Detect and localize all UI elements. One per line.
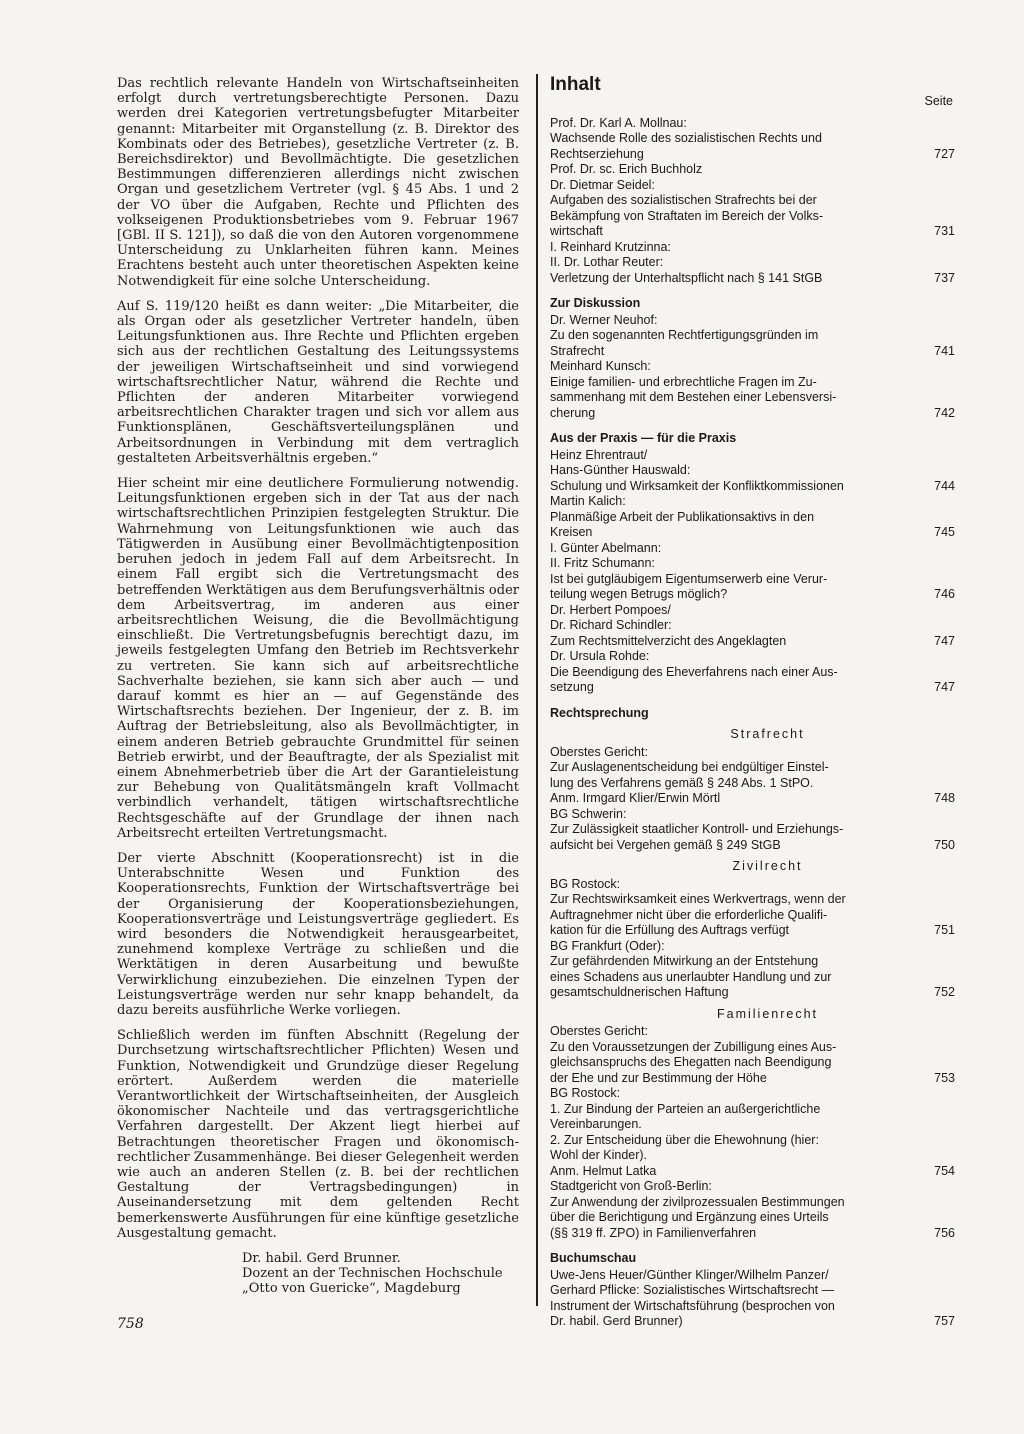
paragraph: Schließlich werden im fünften Abschnitt (Regelung der Durchsetzung wirtschaftsrechtlicher Pflichten) Wesen und Funktion, Notwendigkeit und Grundzüge dieser Regelung erörtert. Außerdem werden die materielle Verantwortlichkeit der Wirtschaftseinheiten, der Ausgleich ökonomischer Nachteile und das vertragsgerichtliche Verfahren dargestellt. Der Akzent liegt hierbei auf Betrachtungen theoretischer Fragen und ökonomisch-rechtlicher Zusammenhänge. Bei dieser Gelegenheit werden wie auch an anderen Stellen (z. B. bei der rechtlichen Gestaltung der Vertragsbedingungen) in Auseinandersetzung mit dem geltenden Recht bemerkenswerte Ausführungen für eine künftige gesetzliche Ausgestaltung gemacht. (117, 1028, 519, 1241)
toc-subsection-heading: Zivilrecht (732, 859, 803, 873)
toc-entry-title: Verletzung der Unterhaltspflicht nach § 141 StGB (550, 270, 823, 285)
toc-entry[interactable] (550, 224, 955, 240)
toc-page-ref: 750 (934, 837, 955, 852)
toc-court[interactable]: Oberstes Gericht: (550, 744, 648, 759)
toc-page-ref: 741 (934, 343, 955, 358)
toc-entry-title[interactable]: 1. Zur Bindung der Parteien an außergerichtliche (550, 1101, 821, 1116)
paragraph: Das rechtlich relevante Handeln von Wirtschaftseinheiten erfolgt durch vertretungsberechtigte Personen. Dazu werden drei Kategorien vertretungsbefugter Mitarbeiter genannt: Mitarbeiter mit Organstellung (z. B. Direktor des Kombinats oder des Betriebes), gesetzliche Vertreter (z. B. Bereichsdirektor) und Bevollmächtigte. Die gesetzlichen Bestimmungen differenzieren allerdings nicht zwischen Organ und gesetzlichem Vertreter (vgl. § 45 Abs. 1 und 2 der VO über die Aufgaben, Rechte und Pflichten des volkseigenen Produktionsbetriebes vom 9. Februar 1967 [GBl. II S. 121]), so daß die von den Autoren vorgenommene Unterscheidung zu Unklarheiten führen kann. Meines Erachtens besteht auch unter theoretischen Aspekten keine Notwendigkeit für eine solche Unterscheidung. (117, 76, 519, 289)
toc-entry-title[interactable]: Zur Anwendung der zivilprozessualen Bestimmungen (550, 1194, 845, 1209)
toc-page-ref: 757 (934, 1314, 955, 1328)
toc-entry-title[interactable]: Zur gefährdenden Mitwirkung an der Entstehung (550, 954, 819, 968)
toc-entry-title: wirtschaft (550, 224, 603, 238)
toc-entry-title[interactable]: Zu den Voraussetzungen der Zubilligung eines Aus- (550, 1039, 837, 1054)
toc-section-heading: Zur Diskussion (550, 296, 641, 310)
toc-entry[interactable] (550, 791, 955, 807)
toc-page-ref: 746 (934, 587, 955, 601)
toc-page-ref: 752 (934, 985, 955, 999)
toc-page-ref: 753 (934, 1070, 955, 1085)
review-text-column (117, 76, 519, 1297)
toc-page-ref: 747 (934, 680, 955, 694)
toc-entry-title: Schulung und Wirksamkeit der Konfliktkommissionen (550, 478, 844, 493)
signature-position: Dozent an der Technischen Hochschule (242, 1266, 503, 1282)
toc-entry-title: aufsicht bei Vergehen gemäß § 249 StGB (550, 837, 781, 852)
toc-entry[interactable] (550, 1071, 955, 1087)
toc-entry-title: Strafrecht (550, 343, 605, 358)
toc-entry-title[interactable]: Bekämpfung von Straftaten im Bereich der Volks- (550, 208, 824, 223)
toc-court[interactable]: Oberstes Gericht: (550, 1024, 648, 1038)
toc-subsection-heading: Strafrecht (730, 727, 805, 741)
toc-entry-title[interactable]: Ist bei gutgläubigem Eigentumserwerb eine Verur- (550, 571, 828, 586)
toc-page-ref: 751 (934, 923, 955, 937)
toc-page-ref: 731 (934, 224, 955, 238)
toc-entry-title[interactable]: Wohl der Kinder). (550, 1148, 648, 1162)
toc-author[interactable]: Meinhard Kunsch: (550, 359, 651, 373)
toc-court[interactable]: Stadtgericht von Groß-Berlin: (550, 1179, 712, 1193)
toc-court[interactable]: BG Schwerin: (550, 806, 627, 821)
column-divider (536, 74, 538, 1306)
toc-author[interactable]: Prof. Dr. sc. Erich Buchholz (550, 162, 703, 176)
toc-entry-title: Kreisen (550, 525, 593, 539)
toc-entry-title[interactable]: über die Berichtigung und Ergänzung eines Urteils (550, 1210, 829, 1224)
toc-entry-title[interactable]: Zur Rechtswirksamkeit eines Werkvertrags, wenn der (550, 892, 846, 906)
toc-entry[interactable] (550, 680, 955, 696)
toc-entry-title[interactable]: Zur Zulässigkeit staatlicher Kontroll- und Erziehungs- (550, 822, 844, 836)
toc-entry-title[interactable]: sammenhang mit dem Bestehen einer Lebensversi- (550, 390, 837, 404)
toc-entry-title: kation für die Erfüllung des Auftrags verfügt (550, 923, 790, 937)
toc-author[interactable]: Prof. Dr. Karl A. Mollnau: (550, 115, 687, 130)
paragraph: Auf S. 119/120 heißt es dann weiter: „Die Mitarbeiter, die als Organ oder als gesetzlicher Vertreter handeln, üben Leitungsfunktionen aus. Ihre Rechte und Pflichten ergeben sich aus der rechtlichen Gestaltung des Leitungssystems der jeweiligen Wirtschaftseinheit und sind vorwiegend wirtschaftsrechtlicher Natur, während die Rechte und Pflichten der anderen Mitarbeiter vorwiegend arbeitsrechtlichen Charakter tragen und sich vor allem aus Funktionsplänen, Geschäftsverteilungsplänen und Arbeitsordnungen in Verbindung mit dem vertraglich gestalteten Arbeitsverhältnis ergeben.“ (117, 298, 519, 466)
toc-entry[interactable] (550, 923, 955, 939)
toc-entry-title[interactable]: Zu den sogenannten Rechtfertigungsgründen im (550, 328, 819, 342)
toc-entry-title: cherung (550, 405, 596, 420)
toc-entry-title: Anm. Helmut Latka (550, 1163, 657, 1178)
toc-entry[interactable] (550, 271, 955, 287)
toc-author[interactable]: Heinz Ehrentraut/ (550, 447, 648, 462)
toc-entry-title[interactable]: Aufgaben des sozialistischen Strafrechts bei der (550, 193, 817, 207)
toc-entry[interactable] (550, 525, 955, 541)
toc-entry-title[interactable]: Gerhard Pflicke: Sozialistisches Wirtschaftsrecht — (550, 1283, 835, 1297)
toc-entry[interactable] (550, 1164, 955, 1180)
toc-entry-title: gesamtschuldnerischen Haftung (550, 985, 729, 999)
table-of-contents (550, 74, 955, 1330)
toc-entry-title[interactable]: eines Schadens aus unerlaubter Handlung und zur (550, 969, 832, 984)
toc-entry[interactable] (550, 985, 955, 1001)
toc-entry[interactable] (550, 479, 955, 495)
toc-author[interactable]: I. Günter Abelmann: (550, 540, 662, 555)
toc-entry[interactable] (550, 838, 955, 854)
toc-entry-title: Rechtserziehung (550, 146, 644, 161)
toc-entry-title[interactable]: Uwe-Jens Heuer/Günther Klinger/Wilhelm Panzer/ (550, 1267, 829, 1282)
paragraph: Hier scheint mir eine deutlichere Formulierung notwendig. Leitungsfunktionen ergeben sich in der Tat aus der nach wirtschaftsrechtlichen Prinzipien festgelegten Struktur. Die Wahrnehmung von Leitungsfunktionen wie auch das Tätigwerden in Ausübung einer Bevollmächtigtenposition beruhen jedoch in jedem Fall auf dem Arbeitsrecht. In einem Fall ergibt sich die Vertretungsmacht des betreffenden Werktätigen aus dem Berufungsverhältnis oder dem Arbeitsvertrag, im anderen aus einer arbeitsrechtlichen Weisung, die die Bevollmächtigung einschließt. Die Vertretungsbefugnis berechtigt dazu, im jeweils festgelegten Umfang den Betrieb im Rechtsverkehr zu vertreten. Sie kann sich auf arbeitsrechtliche Sachverhalte beziehen, sie kann sich aber auch — und darauf kommt es hier an — auf Gegenstände des Wirtschaftsrechts beziehen. Der Ingenieur, der z. B. im Auftrag der Betriebsleitung, also als Bevollmächtigter, in einem anderen Betrieb gebrauchte Grundmittel für seinen Betrieb erwirbt, und der Beauftragte, der als Spezialist mit einem Abnehmerbetrieb über die Art der Garantieleistung zur Behebung von Qualitätsmängeln kraft Vollmacht verbindlich verhandelt, tätigen wirtschaftsrechtliche Rechtsgeschäfte auf der Grundlage der ihnen nach Arbeitsrecht erteilten Vertretungsmacht. (117, 476, 519, 841)
toc-entry-title[interactable]: Instrument der Wirtschaftsführung (besprochen von (550, 1298, 835, 1313)
toc-entry-title[interactable]: lung des Verfahrens gemäß § 248 Abs. 1 StPO. (550, 775, 814, 790)
toc-page-ref: 756 (934, 1225, 955, 1240)
toc-entry[interactable] (550, 344, 955, 360)
toc-entry-title[interactable]: Zur Auslagenentscheidung bei endgültiger Einstel- (550, 760, 829, 774)
signature-block (242, 1251, 519, 1297)
toc-entry[interactable] (550, 1314, 955, 1330)
toc-author[interactable]: Dr. Dietmar Seidel: (550, 177, 655, 192)
paragraph: Der vierte Abschnitt (Kooperationsrecht) ist in die Unterabschnitte Wesen und Funktion des Kooperationsrechts, Funktion der Wirtschaftsverträge bei der Organisierung der Kooperationsbeziehungen, Kooperationsverträge und Leistungsverträge gegliedert. Es wird besonders die Notwendigkeit herausgearbeitet, zunehmend komplexe Verträge zu schließen und die Werktätigen in deren Ausarbeitung und bewußte Verwirklichung einzubeziehen. Die einzelnen Typen der Leistungsverträge werden nur sehr knapp behandelt, da dazu bereits ausführliche Werke vorliegen. (117, 850, 519, 1018)
toc-page-ref: 744 (934, 478, 955, 493)
toc-entry-title[interactable]: Die Beendigung des Eheverfahrens nach einer Aus- (550, 664, 838, 679)
toc-entry-title[interactable]: Einige familien- und erbrechtliche Fragen im Zu- (550, 374, 817, 389)
toc-section-heading: Buchumschau (550, 1251, 637, 1265)
toc-entry-title[interactable]: Auftragnehmer nicht über die erforderliche Qualifi- (550, 907, 828, 922)
toc-entry-title: Anm. Irmgard Klier/Erwin Mörtl (550, 791, 721, 805)
page-column-label: Seite (924, 94, 953, 108)
toc-entry-title: Zum Rechtsmittelverzicht des Angeklagten (550, 633, 787, 648)
toc-author[interactable]: Dr. Herbert Pompoes/ (550, 602, 671, 617)
toc-title: Inhalt (550, 74, 601, 95)
toc-author[interactable]: Dr. Richard Schindler: (550, 618, 672, 632)
toc-entry-title[interactable]: gleichsanspruchs des Ehegatten nach Beendigung (550, 1055, 832, 1069)
toc-section-heading: Rechtsprechung (550, 705, 649, 720)
toc-page-ref: 737 (934, 270, 955, 285)
toc-entry-title[interactable]: 2. Zur Entscheidung über die Ehewohnung (hier: (550, 1132, 819, 1147)
toc-author[interactable]: II. Dr. Lothar Reuter: (550, 255, 664, 269)
toc-entry-title[interactable]: Wachsende Rolle des sozialistischen Rechts und (550, 131, 822, 145)
toc-entry-title: (§§ 319 ff. ZPO) in Familienverfahren (550, 1225, 757, 1240)
toc-page-ref: 742 (934, 405, 955, 420)
toc-entry[interactable] (550, 587, 955, 603)
toc-entry[interactable] (550, 147, 955, 163)
toc-entry[interactable] (550, 1226, 955, 1242)
toc-entry[interactable] (550, 406, 955, 422)
toc-court[interactable]: BG Rostock: (550, 1086, 621, 1100)
toc-entry-title: der Ehe und zur Bestimmung der Höhe (550, 1070, 767, 1085)
toc-entry-title: setzung (550, 680, 594, 694)
toc-court[interactable]: BG Rostock: (550, 876, 621, 891)
toc-author[interactable]: Hans-Günther Hauswald: (550, 463, 691, 477)
toc-section-heading: Aus der Praxis — für die Praxis (550, 431, 737, 445)
signature-name: Dr. habil. Gerd Brunner. (242, 1251, 401, 1267)
toc-court[interactable]: BG Frankfurt (Oder): (550, 938, 665, 953)
toc-page-ref: 745 (934, 525, 955, 539)
toc-author[interactable]: Dr. Werner Neuhof: (550, 312, 658, 327)
toc-page-ref: 747 (934, 633, 955, 648)
toc-author[interactable]: Martin Kalich: (550, 494, 626, 508)
toc-page-ref: 754 (934, 1163, 955, 1178)
toc-subsection-heading: Familienrecht (716, 1006, 819, 1021)
page-number: 758 (117, 1316, 144, 1332)
toc-entry-title[interactable]: Planmäßige Arbeit der Publikationsaktivs in den (550, 509, 815, 524)
toc-entry-title: Dr. habil. Gerd Brunner) (550, 1314, 683, 1328)
toc-author[interactable]: II. Fritz Schumann: (550, 556, 655, 570)
toc-entry-title: teilung wegen Betrugs möglich? (550, 587, 728, 601)
toc-entry-title[interactable]: Vereinbarungen. (550, 1117, 642, 1131)
toc-page-ref: 748 (934, 791, 955, 805)
toc-page-ref: 727 (934, 146, 955, 161)
toc-author[interactable]: Dr. Ursula Rohde: (550, 649, 650, 663)
toc-entry[interactable] (550, 634, 955, 650)
signature-institution: „Otto von Guericke“, Magdeburg (242, 1281, 461, 1297)
toc-author[interactable]: I. Reinhard Krutzinna: (550, 239, 671, 254)
